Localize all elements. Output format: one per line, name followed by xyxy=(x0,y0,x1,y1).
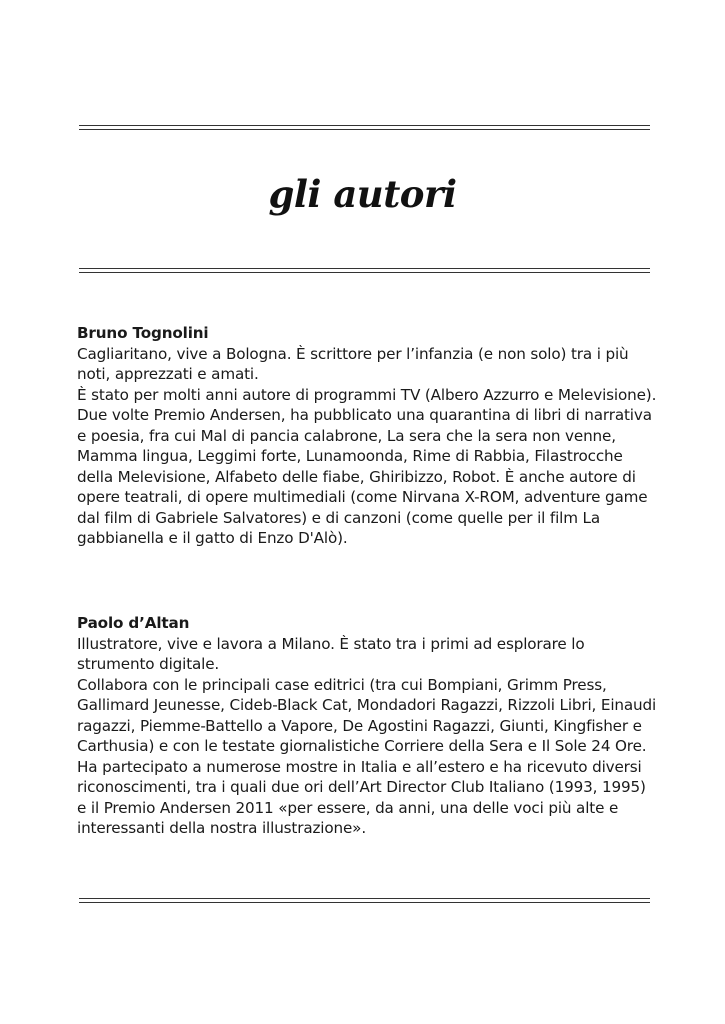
title-underline-double-rule xyxy=(79,268,650,273)
author-bio-paolo-daltan xyxy=(77,613,657,839)
author-name: Paolo d’Altan xyxy=(77,614,190,632)
author-bio-paragraph: Illustratore, vive e lavora a Milano. È stato tra i primi ad esplorare lo strumento digitale. xyxy=(77,634,585,673)
bottom-double-rule xyxy=(79,898,650,903)
page-title: gli autori xyxy=(268,172,457,216)
author-bio-bruno-tognolini xyxy=(77,323,657,549)
author-bio-paragraph: Collabora con le principali case editrici (tra cui Bompiani, Grimm Press, Gallimard Jeunesse, Cideb-Black Cat, Mondadori Ragazzi, Rizzoli Libri, Einaudi ragazzi, Piemme-Battello a Vapore, De Agostini Ragazzi, Giunti, Kingfisher e Carthusia) e con le testate giornalistiche Corriere della Sera e Il Sole 24 Ore. Ha partecipato a numerose mostre in Italia e all’estero e ha ricevuto diversi riconoscimenti, tra i quali due ori dell’Art Director Club Italiano (1993, 1995) e il Premio Andersen 2011 «per essere, da anni, una delle voci più alte e interessanti della nostra illustrazione». xyxy=(77,675,657,837)
author-name: Bruno Tognolini xyxy=(77,324,209,342)
author-bio-paragraph: È stato per molti anni autore di programmi TV (Albero Azzurro e Melevisione). Due volte Premio Andersen, ha pubblicato una quarantina di libri di narrativa e poesia, fra cui Mal di pancia calabrone, La sera che la sera non venne, Mamma lingua, Leggimi forte, Lunamoonda, Rime di Rabbia, Filastrocche della Melevisione, Alfabeto delle fiabe, Ghiribizzo, Robot. È anche autore di opere teatrali, di opere multimediali (come Nirvana X-ROM, adventure game dal film di Gabriele Salvatores) e di canzoni (come quelle per il film La gabbianella e il gatto di Enzo D'Alò). xyxy=(77,385,657,547)
top-double-rule xyxy=(79,125,650,130)
author-bio-paragraph: Cagliaritano, vive a Bologna. È scrittore per l’infanzia (e non solo) tra i più noti, apprezzati e amati. xyxy=(77,344,629,383)
